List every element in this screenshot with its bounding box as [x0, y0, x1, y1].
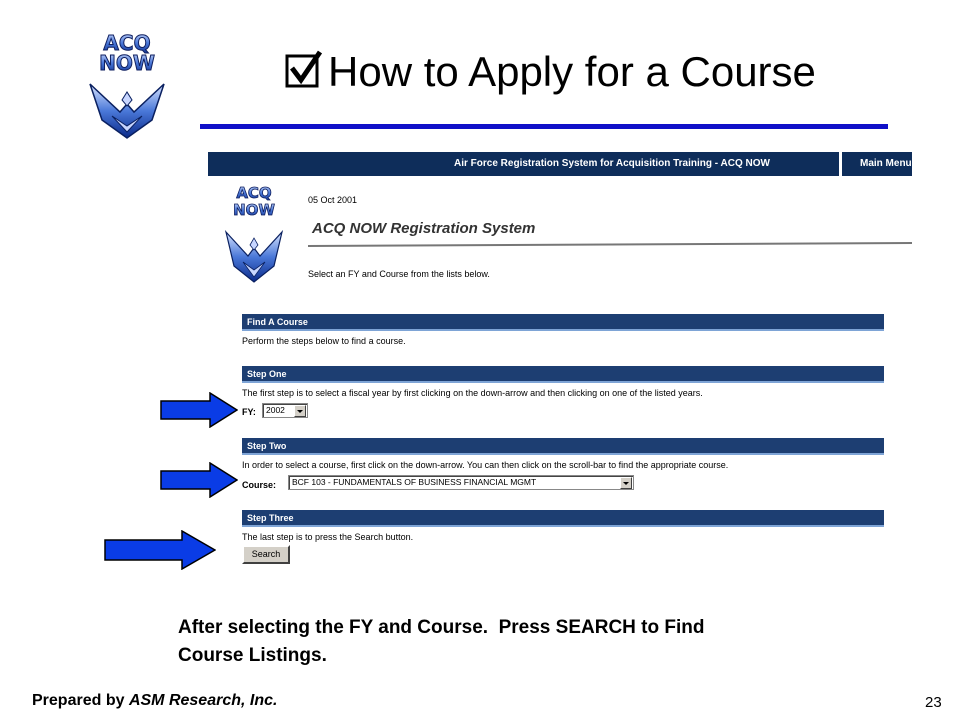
step-three-bar: Step Three	[242, 510, 884, 527]
app-header-bar	[208, 152, 912, 176]
footer-prefix: Prepared by	[32, 692, 129, 709]
inner-logo-now: NOW	[233, 201, 275, 219]
instruction-text: Select an FY and Course from the lists below.	[308, 269, 490, 279]
dropdown-arrow-icon[interactable]	[620, 477, 632, 489]
page-number: 23	[925, 694, 942, 711]
fy-label: FY:	[242, 407, 256, 417]
search-button[interactable]: Search	[242, 545, 290, 564]
fy-select[interactable]	[262, 403, 308, 418]
header-separator	[839, 152, 842, 176]
step-two-bar: Step Two	[242, 438, 884, 455]
find-course-bar: Find A Course	[242, 314, 884, 331]
right-arrow-icon	[104, 530, 216, 570]
course-select[interactable]	[288, 475, 634, 490]
caption-line-2: Course Listings.	[178, 645, 327, 666]
footer-credit	[32, 692, 277, 710]
dropdown-arrow-icon[interactable]	[294, 405, 306, 417]
title-underline	[200, 124, 888, 129]
step-one-desc: The first step is to select a fiscal year by first clicking on the down-arrow and then clicking on one of the listed years.	[242, 388, 703, 398]
logo-text-acq: ACQ	[103, 31, 151, 55]
right-arrow-icon	[160, 392, 238, 428]
caption-line-1: After selecting the FY and Course. Press SEARCH to Find	[178, 617, 705, 638]
registration-heading: ACQ NOW Registration System	[312, 220, 536, 237]
acq-now-logo-small	[222, 182, 286, 286]
right-arrow-icon	[160, 462, 238, 498]
find-course-desc: Perform the steps below to find a course.	[242, 336, 406, 346]
inner-logo-acq: ACQ	[236, 184, 272, 202]
slide-title: How to Apply for a Course	[328, 48, 816, 95]
fy-select-value: 2002	[266, 405, 285, 415]
step-three-desc: The last step is to press the Search button.	[242, 532, 414, 542]
logo-text-now: NOW	[99, 51, 155, 75]
course-label: Course:	[242, 480, 277, 490]
step-one-bar: Step One	[242, 366, 884, 383]
app-header-title: Air Force Registration System for Acquisition Training - ACQ NOW	[454, 158, 770, 169]
slide-caption	[178, 614, 878, 670]
acq-now-logo	[82, 30, 172, 142]
main-menu-link[interactable]: Main Menu	[860, 158, 912, 169]
heading-divider	[308, 240, 912, 248]
course-select-value: BCF 103 - FUNDAMENTALS OF BUSINESS FINANCIAL MGMT	[292, 477, 537, 487]
current-date: 05 Oct 2001	[308, 195, 358, 205]
registration-screenshot	[208, 152, 912, 572]
step-two-desc: In order to select a course, first click on the down-arrow. You can then click on the scroll-bar to find the appropriate course.	[242, 460, 729, 470]
checkbox-checked-icon	[285, 50, 323, 88]
footer-org: ASM Research, Inc.	[128, 692, 278, 709]
